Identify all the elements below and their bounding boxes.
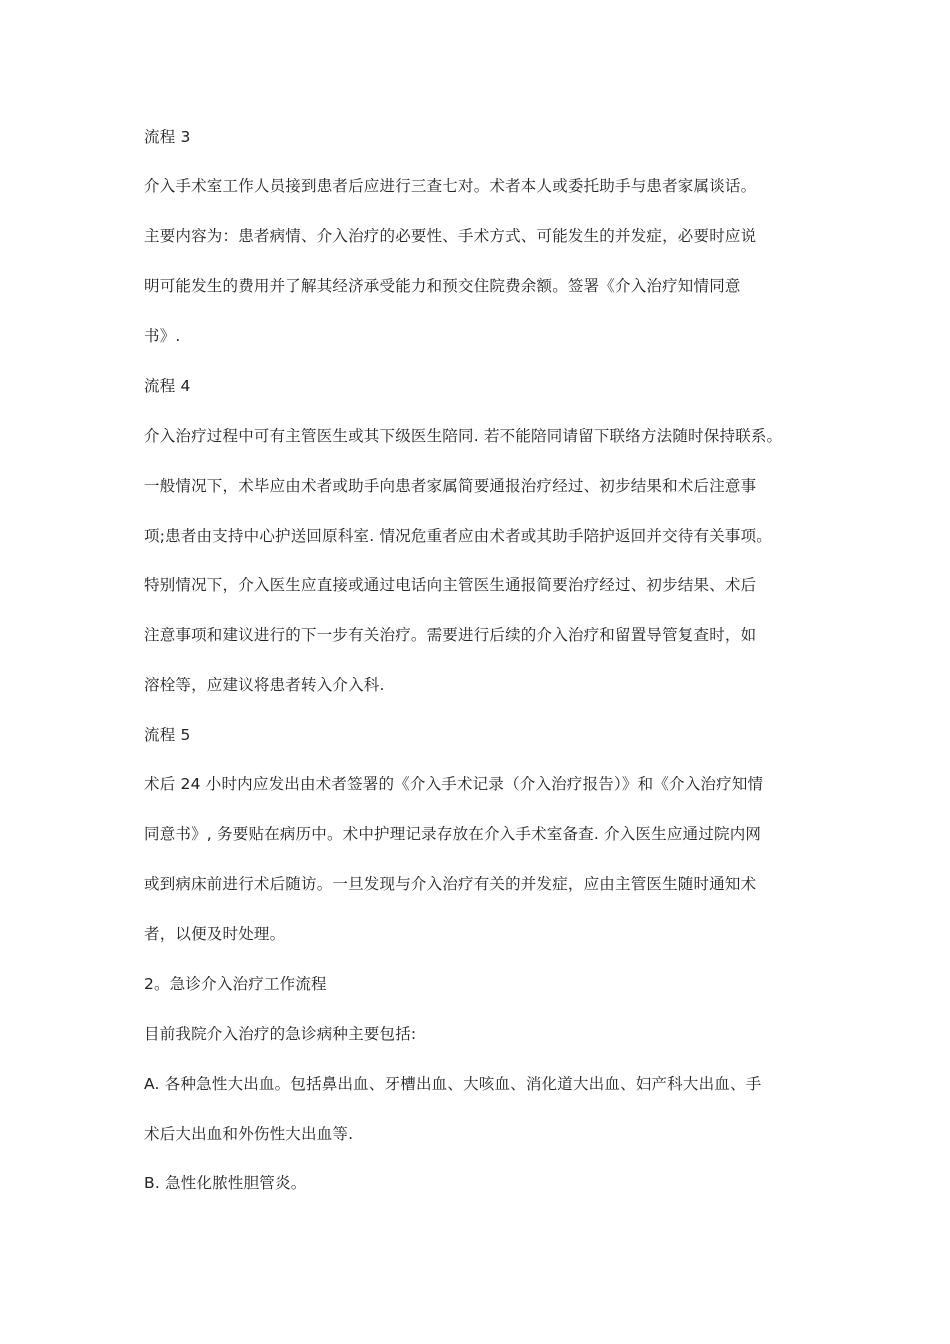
paragraph-line: 明可能发生的费用并了解其经济承受能力和预交住院费余额。签署《介入治疗知情同意 [144,277,741,295]
paragraph-line: 或到病床前进行术后随访。一旦发现与介入治疗有关的并发症，应由主管医生随时通知术 [144,875,757,893]
heading-process-5: 流程 5 [144,726,191,744]
heading-process-4: 流程 4 [144,377,191,395]
paragraph-line: 介入手术室工作人员接到患者后应进行三查七对。术者本人或委托助手与患者家属谈话。 [144,177,757,195]
paragraph-line: 者，以便及时处理。 [144,925,286,943]
heading-emergency-workflow: 2。急诊介入治疗工作流程 [144,975,327,993]
paragraph-line: 目前我院介入治疗的急诊病种主要包括: [144,1025,417,1043]
paragraph-line: 介入治疗过程中可有主管医生或其下级医生陪同. 若不能陪同请留下联络方法随时保持联系。 [144,427,783,445]
list-item-a-continued: 术后大出血和外伤性大出血等. [144,1125,354,1143]
paragraph-line: 同意书》, 务要贴在病历中。术中护理记录存放在介入手术室备查. 介入医生应通过院内网 [144,825,762,843]
paragraph-line: 术后 24 小时内应发出由术者签署的《介入手术记录（介入治疗报告）》和《介入治疗知情 [144,775,764,793]
list-item-b: B. 急性化脓性胆管炎。 [144,1174,307,1192]
paragraph-line: 主要内容为：患者病情、介入治疗的必要性、手术方式、可能发生的并发症，必要时应说 [144,227,757,245]
paragraph-line: 书》. [144,327,181,345]
paragraph-line: 注意事项和建议进行的下一步有关治疗。需要进行后续的介入治疗和留置导管复查时，如 [144,626,757,644]
paragraph-line: 一般情况下，术毕应由术者或助手向患者家属简要通报治疗经过、初步结果和术后注意事 [144,477,757,495]
list-item-a: A. 各种急性大出血。包括鼻出血、牙槽出血、大咳血、消化道大出血、妇产科大出血、手 [144,1075,762,1093]
heading-process-3: 流程 3 [144,128,191,146]
paragraph-line: 项;患者由支持中心护送回原科室. 情况危重者应由术者或其助手陪护返回并交待有关事项。 [144,527,772,545]
paragraph-line: 特别情况下，介入医生应直接或通过电话向主管医生通报简要治疗经过、初步结果、术后 [144,576,757,594]
paragraph-line: 溶栓等，应建议将患者转入介入科. [144,676,385,694]
